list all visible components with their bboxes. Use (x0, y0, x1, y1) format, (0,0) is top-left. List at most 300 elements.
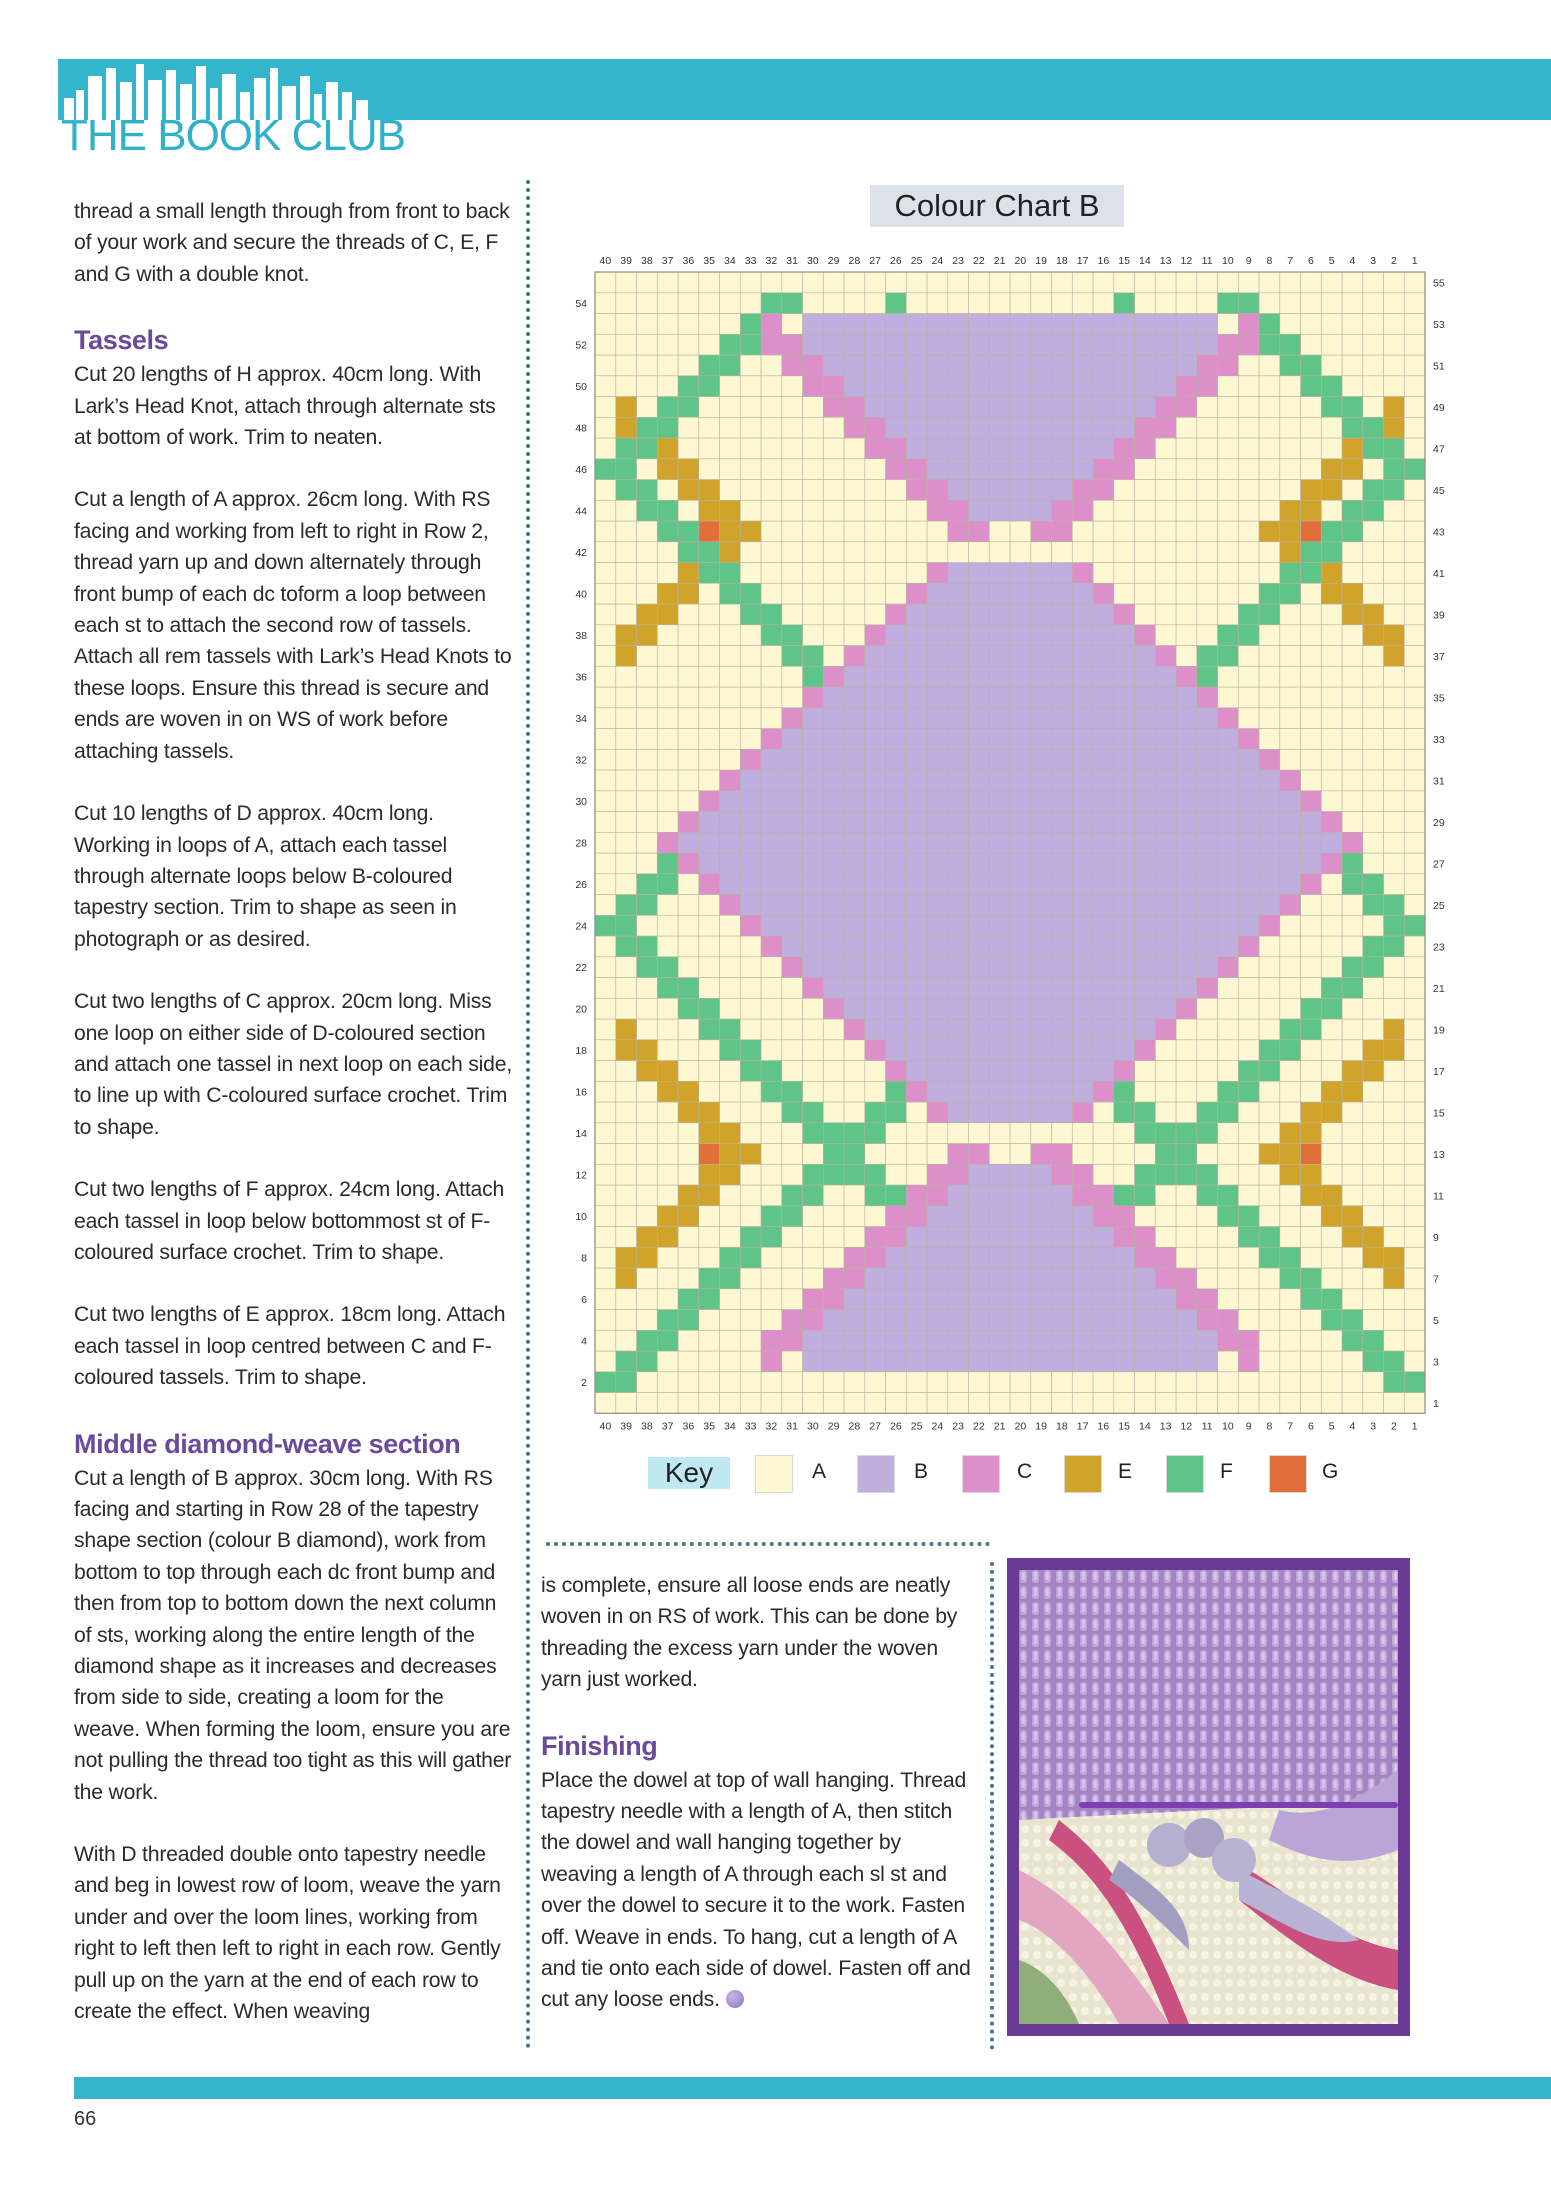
chart-cell (699, 355, 720, 376)
chart-cell (1301, 314, 1322, 335)
chart-cell (948, 1393, 969, 1414)
chart-cell (616, 687, 637, 708)
chart-cell (1072, 521, 1093, 542)
chart-cell (1342, 1289, 1363, 1310)
chart-cell (1176, 729, 1197, 750)
chart-cell (1321, 1393, 1342, 1414)
chart-cell (678, 812, 699, 833)
yarn-ball-end-icon (726, 1990, 744, 2008)
wall-hanging-photo (1019, 1570, 1398, 2024)
chart-cell (906, 459, 927, 480)
chart-cell (1218, 376, 1239, 397)
chart-cell (1280, 480, 1301, 501)
chart-cell (927, 521, 948, 542)
chart-cell (1321, 397, 1342, 418)
chart-cell (1280, 687, 1301, 708)
chart-cell (1052, 1019, 1073, 1040)
chart-cell (616, 1123, 637, 1144)
chart-cell (637, 687, 658, 708)
chart-cell (803, 915, 824, 936)
chart-cell (1301, 376, 1322, 397)
chart-cell (865, 1289, 886, 1310)
chart-cell (1093, 1330, 1114, 1351)
chart-cell (1301, 729, 1322, 750)
chart-cell (1384, 812, 1405, 833)
chart-cell (678, 417, 699, 438)
chart-cell (657, 397, 678, 418)
chart-cell (1052, 1061, 1073, 1082)
chart-cell (1384, 604, 1405, 625)
chart-cell (616, 666, 637, 687)
chart-cell (948, 1289, 969, 1310)
chart-cell (761, 687, 782, 708)
chart-cell (1135, 1123, 1156, 1144)
chart-cell (1342, 1061, 1363, 1082)
chart-cell (595, 1081, 616, 1102)
chart-cell (1031, 1061, 1052, 1082)
chart-cell (678, 1123, 699, 1144)
chart-cell (865, 1310, 886, 1331)
chart-cell (782, 957, 803, 978)
chart-cell (1384, 770, 1405, 791)
chart-cell (803, 355, 824, 376)
chart-cell (823, 1144, 844, 1165)
chart-cell (637, 812, 658, 833)
chart-cell (1176, 1164, 1197, 1185)
chart-cell (637, 1081, 658, 1102)
chart-cell (1052, 915, 1073, 936)
chart-cell (969, 1330, 990, 1351)
chart-cell (678, 604, 699, 625)
chart-cell (886, 1144, 907, 1165)
chart-cell (782, 729, 803, 750)
chart-cell (948, 604, 969, 625)
chart-cell (989, 1351, 1010, 1372)
chart-cell (948, 1310, 969, 1331)
chart-cell (1259, 729, 1280, 750)
chart-cell (1342, 1372, 1363, 1393)
chart-cell (1280, 832, 1301, 853)
chart-cell (823, 417, 844, 438)
chart-cell (616, 521, 637, 542)
chart-col-number-top: 18 (1056, 255, 1068, 267)
chart-cell (1238, 1289, 1259, 1310)
chart-cell (1052, 791, 1073, 812)
chart-cell (1342, 957, 1363, 978)
chart-cell (720, 480, 741, 501)
chart-cell (1031, 1185, 1052, 1206)
chart-cell (906, 895, 927, 916)
chart-cell (803, 397, 824, 418)
chart-cell (1176, 666, 1197, 687)
chart-cell (823, 936, 844, 957)
chart-cell (989, 1268, 1010, 1289)
chart-cell (1031, 874, 1052, 895)
chart-cell (969, 314, 990, 335)
chart-cell (616, 272, 637, 293)
chart-cell (720, 1289, 741, 1310)
chart-cell (948, 1040, 969, 1061)
chart-cell (1135, 1185, 1156, 1206)
chart-cell (740, 1102, 761, 1123)
chart-cell (1404, 708, 1425, 729)
chart-cell (844, 666, 865, 687)
chart-cell (1052, 1164, 1073, 1185)
chart-cell (657, 293, 678, 314)
chart-cell (616, 749, 637, 770)
chart-cell (616, 936, 637, 957)
chart-cell (1301, 459, 1322, 480)
chart-cell (906, 812, 927, 833)
chart-cell (1197, 1351, 1218, 1372)
chart-cell (1404, 1247, 1425, 1268)
chart-cell (1031, 583, 1052, 604)
chart-cell (1301, 1351, 1322, 1372)
chart-cell (1238, 417, 1259, 438)
chart-cell (616, 355, 637, 376)
chart-cell (1176, 749, 1197, 770)
chart-row-number-right: 37 (1433, 650, 1445, 663)
chart-cell (761, 895, 782, 916)
chart-cell (637, 895, 658, 916)
chart-cell (1072, 625, 1093, 646)
chart-cell (595, 978, 616, 999)
chart-cell (1363, 1227, 1384, 1248)
key-swatch-e (1064, 1455, 1102, 1493)
chart-cell (1010, 874, 1031, 895)
chart-cell (1363, 1123, 1384, 1144)
chart-cell (595, 314, 616, 335)
chart-cell (865, 438, 886, 459)
chart-cell (844, 1061, 865, 1082)
chart-cell (1135, 334, 1156, 355)
chart-cell (1321, 1268, 1342, 1289)
chart-cell (1238, 480, 1259, 501)
chart-cell (1197, 1310, 1218, 1331)
chart-cell (865, 1040, 886, 1061)
chart-cell (1259, 1247, 1280, 1268)
chart-cell (927, 1061, 948, 1082)
chart-cell (948, 957, 969, 978)
chart-cell (595, 625, 616, 646)
chart-cell (699, 1330, 720, 1351)
chart-cell (1052, 542, 1073, 563)
chart-cell (1301, 708, 1322, 729)
chart-cell (989, 1061, 1010, 1082)
chart-cell (678, 978, 699, 999)
chart-cell (657, 480, 678, 501)
chart-row-number-right: 41 (1433, 567, 1445, 580)
chart-cell (1218, 874, 1239, 895)
chart-cell (720, 646, 741, 667)
chart-cell (948, 272, 969, 293)
chart-cell (1280, 646, 1301, 667)
chart-cell (886, 1268, 907, 1289)
chart-cell (1259, 832, 1280, 853)
chart-cell (1052, 272, 1073, 293)
key-letter-a: A (812, 1460, 827, 1483)
chart-cell (844, 417, 865, 438)
chart-cell (1238, 936, 1259, 957)
chart-cell (844, 646, 865, 667)
chart-cell (1363, 729, 1384, 750)
chart-cell (1342, 521, 1363, 542)
chart-row-number-left: 28 (575, 837, 587, 850)
chart-cell (803, 1081, 824, 1102)
chart-cell (1259, 1019, 1280, 1040)
chart-col-number-bottom: 31 (786, 1420, 798, 1433)
chart-cell (823, 272, 844, 293)
chart-cell (1384, 355, 1405, 376)
chart-cell (886, 915, 907, 936)
chart-cell (906, 1019, 927, 1040)
chart-cell (1363, 459, 1384, 480)
chart-cell (989, 1164, 1010, 1185)
chart-cell (1072, 417, 1093, 438)
chart-cell (906, 1144, 927, 1165)
chart-cell (803, 1164, 824, 1185)
chart-cell (1259, 1123, 1280, 1144)
chart-cell (740, 791, 761, 812)
chart-cell (678, 666, 699, 687)
chart-cell (927, 1330, 948, 1351)
chart-cell (989, 272, 1010, 293)
chart-cell (1218, 1247, 1239, 1268)
chart-cell (989, 293, 1010, 314)
chart-cell (1342, 417, 1363, 438)
chart-cell (1280, 978, 1301, 999)
chart-cell (1176, 521, 1197, 542)
chart-cell (1135, 1351, 1156, 1372)
chart-cell (1384, 1019, 1405, 1040)
chart-cell (927, 625, 948, 646)
chart-cell (1176, 998, 1197, 1019)
chart-cell (1321, 729, 1342, 750)
chart-cell (906, 625, 927, 646)
chart-cell (886, 729, 907, 750)
chart-cell (637, 646, 658, 667)
chart-cell (1218, 978, 1239, 999)
chart-cell (657, 438, 678, 459)
chart-cell (1280, 542, 1301, 563)
chart-cell (657, 1268, 678, 1289)
chart-cell (761, 1227, 782, 1248)
chart-cell (1301, 646, 1322, 667)
chart-cell (948, 376, 969, 397)
chart-cell (823, 314, 844, 335)
chart-cell (678, 770, 699, 791)
chart-col-number-bottom: 30 (807, 1420, 819, 1433)
chart-cell (1342, 542, 1363, 563)
chart-cell (1363, 438, 1384, 459)
chart-cell (720, 521, 741, 542)
chart-cell (1176, 770, 1197, 791)
chart-cell (1301, 1330, 1322, 1351)
chart-cell (1342, 1019, 1363, 1040)
chart-cell (1363, 957, 1384, 978)
chart-cell (1404, 1351, 1425, 1372)
chart-cell (616, 459, 637, 480)
chart-cell (761, 1393, 782, 1414)
chart-cell (823, 1372, 844, 1393)
chart-cell (1321, 314, 1342, 335)
chart-cell (1072, 791, 1093, 812)
chart-col-number-top: 33 (744, 255, 757, 267)
chart-cell (1404, 542, 1425, 563)
chart-cell (1301, 1227, 1322, 1248)
chart-cell (1176, 355, 1197, 376)
chart-cell (595, 1393, 616, 1414)
chart-cell (1238, 625, 1259, 646)
chart-cell (1072, 646, 1093, 667)
chart-cell (720, 1206, 741, 1227)
chart-cell (1259, 853, 1280, 874)
chart-cell (782, 1102, 803, 1123)
chart-cell (678, 314, 699, 335)
chart-cell (1052, 625, 1073, 646)
chart-cell (1280, 1061, 1301, 1082)
chart-cell (1238, 355, 1259, 376)
chart-cell (844, 1247, 865, 1268)
chart-cell (844, 355, 865, 376)
chart-cell (1010, 480, 1031, 501)
chart-row-number-left: 10 (575, 1211, 587, 1224)
chart-cell (1176, 1185, 1197, 1206)
chart-cell (720, 666, 741, 687)
chart-cell (1155, 376, 1176, 397)
chart-cell (844, 1164, 865, 1185)
chart-cell (969, 459, 990, 480)
chart-cell (1301, 1372, 1322, 1393)
chart-cell (948, 542, 969, 563)
chart-cell (1342, 625, 1363, 646)
chart-cell (948, 1185, 969, 1206)
chart-cell (886, 1227, 907, 1248)
chart-cell (1301, 417, 1322, 438)
chart-cell (1384, 521, 1405, 542)
chart-col-number-bottom: 14 (1139, 1420, 1151, 1433)
chart-cell (761, 500, 782, 521)
chart-cell (906, 1061, 927, 1082)
chart-cell (1342, 1310, 1363, 1331)
chart-cell (616, 978, 637, 999)
photo-divider (990, 1562, 994, 2050)
chart-cell (1218, 791, 1239, 812)
chart-cell (969, 563, 990, 584)
chart-cell (886, 812, 907, 833)
chart-cell (906, 438, 927, 459)
chart-cell (927, 314, 948, 335)
chart-cell (823, 874, 844, 895)
chart-cell (1404, 1206, 1425, 1227)
chart-cell (720, 915, 741, 936)
chart-cell (1384, 272, 1405, 293)
chart-cell (1197, 521, 1218, 542)
chart-cell (989, 1227, 1010, 1248)
chart-cell (1052, 646, 1073, 667)
chart-cell (1093, 542, 1114, 563)
chart-cell (1218, 604, 1239, 625)
chart-cell (1301, 1247, 1322, 1268)
chart-row-number-right: 15 (1433, 1107, 1445, 1120)
chart-cell (1093, 812, 1114, 833)
chart-cell (1135, 314, 1156, 335)
chart-cell (886, 500, 907, 521)
chart-cell (595, 853, 616, 874)
chart-cell (1301, 604, 1322, 625)
chart-row-number-right: 23 (1433, 941, 1445, 954)
chart-cell (1093, 604, 1114, 625)
chart-cell (1052, 729, 1073, 750)
chart-cell (616, 397, 637, 418)
chart-cell (1093, 1227, 1114, 1248)
chart-cell (865, 272, 886, 293)
chart-cell (1238, 1247, 1259, 1268)
chart-cell (1114, 583, 1135, 604)
chart-cell (1010, 625, 1031, 646)
chart-cell (906, 1330, 927, 1351)
chart-cell (740, 708, 761, 729)
chart-cell (989, 604, 1010, 625)
chart-cell (1093, 687, 1114, 708)
chart-cell (1114, 1061, 1135, 1082)
chart-cell (1197, 832, 1218, 853)
chart-cell (906, 417, 927, 438)
chart-cell (782, 583, 803, 604)
chart-cell (1155, 978, 1176, 999)
chart-cell (699, 729, 720, 750)
chart-cell (823, 791, 844, 812)
chart-col-number-top: 24 (931, 255, 944, 267)
chart-cell (1155, 832, 1176, 853)
chart-cell (1197, 646, 1218, 667)
chart-cell (1010, 729, 1031, 750)
chart-cell (927, 334, 948, 355)
chart-cell (823, 646, 844, 667)
chart-cell (616, 583, 637, 604)
chart-cell (1197, 438, 1218, 459)
chart-cell (720, 334, 741, 355)
chart-cell (1342, 459, 1363, 480)
chart-cell (1363, 1247, 1384, 1268)
chart-cell (1342, 1393, 1363, 1414)
chart-cell (1301, 1102, 1322, 1123)
chart-cell (948, 480, 969, 501)
chart-cell (1093, 397, 1114, 418)
chart-cell (989, 1144, 1010, 1165)
chart-cell (1238, 874, 1259, 895)
chart-col-number-top: 19 (1035, 255, 1047, 267)
chart-cell (740, 915, 761, 936)
chart-cell (1093, 334, 1114, 355)
chart-cell (1218, 812, 1239, 833)
chart-cell (1259, 1081, 1280, 1102)
chart-col-number-bottom: 17 (1076, 1420, 1089, 1433)
chart-cell (823, 770, 844, 791)
chart-cell (761, 1372, 782, 1393)
chart-cell (678, 1206, 699, 1227)
chart-cell (1197, 1393, 1218, 1414)
chart-cell (740, 1061, 761, 1082)
chart-cell (761, 708, 782, 729)
chart-cell (740, 770, 761, 791)
chart-cell (989, 397, 1010, 418)
chart-cell (823, 1123, 844, 1144)
chart-cell (1342, 832, 1363, 853)
chart-cell (969, 957, 990, 978)
chart-cell (616, 334, 637, 355)
chart-cell (1404, 936, 1425, 957)
